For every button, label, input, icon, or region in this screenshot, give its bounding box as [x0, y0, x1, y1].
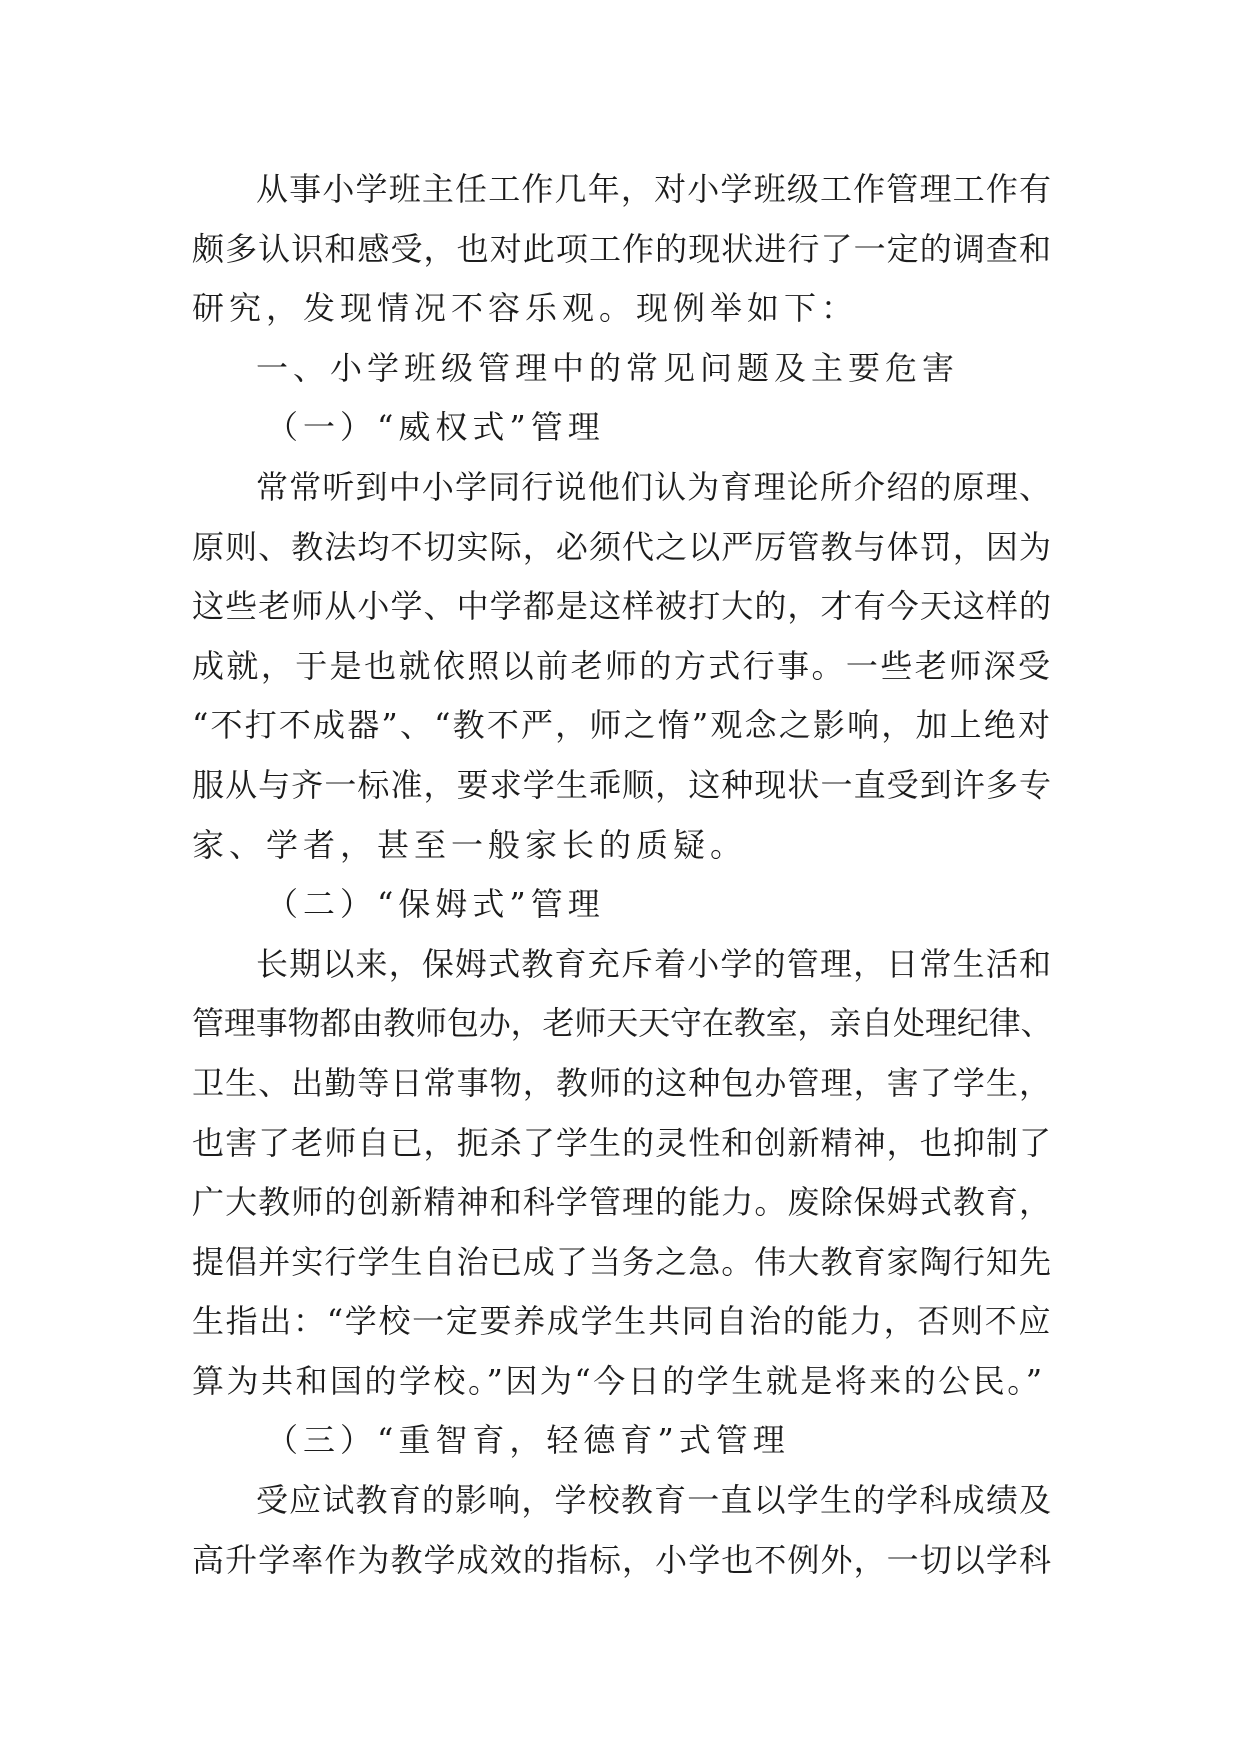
- text-line: 研究，发现情况不容乐观。现例举如下：: [192, 289, 859, 328]
- document-body: [192, 160, 1052, 1590]
- text-line: 服从与齐一标准，要求学生乖顺，这种现状一直受到许多专: [192, 765, 1052, 804]
- text-line: 颇多认识和感受，也对此项工作的现状进行了一定的调查和: [192, 229, 1052, 268]
- subsection-heading: （一）“威权式”管理: [266, 408, 605, 447]
- text-line: 这些老师从小学、中学都是这样被打大的，才有今天这样的: [192, 587, 1052, 626]
- text-line: 卫生、出勤等日常事物，教师的这种包办管理，害了学生，: [192, 1063, 1052, 1102]
- section-heading: 一、小学班级管理中的常见问题及主要危害: [256, 348, 960, 387]
- text-line: 长期以来，保姆式教育充斥着小学的管理，日常生活和: [256, 944, 1052, 983]
- text-line: 管理事物都由教师包办，老师天天守在教室，亲自处理纪律、: [192, 1004, 1052, 1043]
- text-line: 成就，于是也就依照以前老师的方式行事。一些老师深受: [192, 646, 1052, 685]
- text-line: 生指出：“学校一定要养成学生共同自治的能力，否则不应: [192, 1302, 1052, 1341]
- text-line: 家、学者，甚至一般家长的质疑。: [192, 825, 748, 864]
- text-line: “不打不成器”、“教不严，师之惰”观念之影响，加上绝对: [192, 706, 1052, 745]
- text-line: 提倡并实行学生自治已成了当务之急。伟大教育家陶行知先: [192, 1242, 1052, 1281]
- subsection-heading: （三）“重智育，轻德育”式管理: [266, 1421, 790, 1460]
- text-line: 从事小学班主任工作几年，对小学班级工作管理工作有: [256, 170, 1052, 208]
- subsection-heading: （二）“保姆式”管理: [266, 885, 605, 924]
- text-line: 原则、教法均不切实际，必须代之以严厉管教与体罚，因为: [192, 527, 1052, 566]
- text-line: 也害了老师自已，扼杀了学生的灵性和创新精神，也抑制了: [192, 1123, 1052, 1162]
- text-line: 常常听到中小学同行说他们认为育理论所介绍的原理、: [256, 467, 1052, 506]
- text-line: 高升学率作为教学成效的指标，小学也不例外，一切以学科: [192, 1540, 1052, 1579]
- text-line: 算为共和国的学校。”因为“今日的学生就是将来的公民。”: [192, 1361, 1045, 1400]
- text-line: 受应试教育的影响，学校教育一直以学生的学科成绩及: [256, 1481, 1052, 1520]
- text-line: 广大教师的创新精神和科学管理的能力。废除保姆式教育，: [192, 1183, 1052, 1222]
